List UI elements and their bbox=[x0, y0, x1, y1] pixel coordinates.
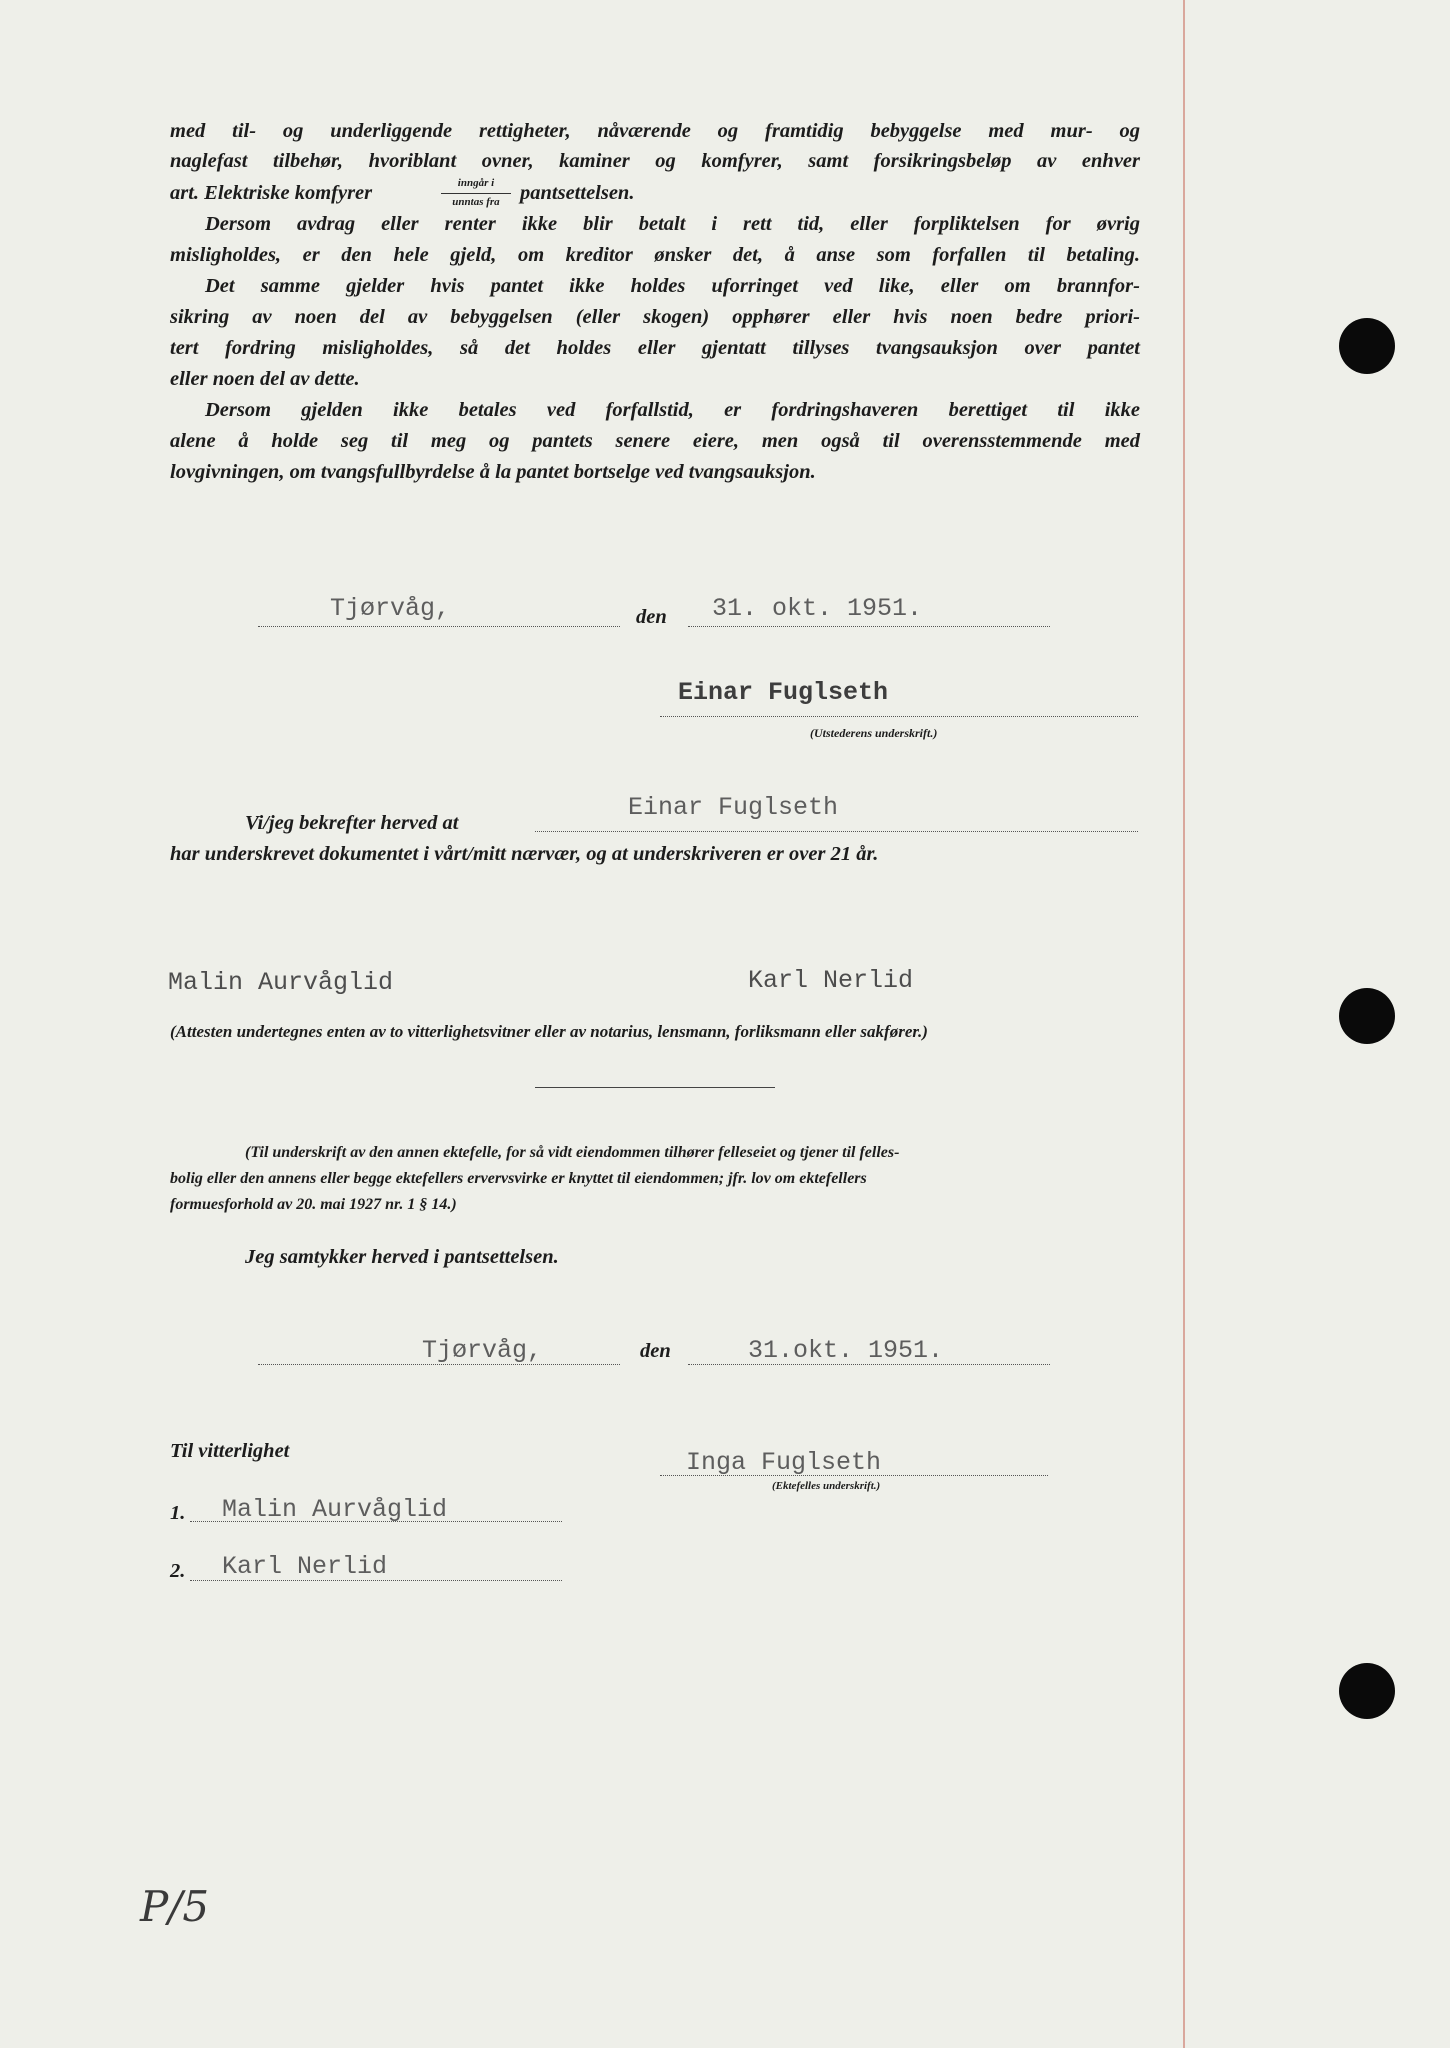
consent-statement: Jeg samtykker herved i pantsettelsen. bbox=[245, 1246, 559, 1268]
fraction-top: inngår i bbox=[457, 177, 495, 189]
punch-hole-middle bbox=[1339, 988, 1395, 1044]
paragraph-3-line-4: eller noen del av dette. bbox=[170, 368, 360, 390]
witness-2-number: 2. bbox=[170, 1560, 186, 1582]
witness-1-number: 1. bbox=[170, 1502, 186, 1524]
paragraph-2-line-2: misligholdes, er den hele gjeld, om kreditor ønsker det, å anse som forfallen til betaling. bbox=[170, 244, 1140, 266]
issuer-signature: Einar Fuglseth bbox=[678, 678, 889, 707]
paragraph-3-line-1: Det samme gjelder hvis pantet ikke holdes uforringet ved like, eller om brannfor- bbox=[205, 275, 1140, 297]
spouse-signing-den: den bbox=[640, 1340, 671, 1362]
paragraph-4-line-2: alene å holde seg til meg og pantets senere eiere, men også til overensstemmende med bbox=[170, 430, 1140, 452]
confirmation-line-2: har underskrevet dokumentet i vårt/mitt nærvær, og at underskriveren er over 21 år. bbox=[170, 843, 879, 865]
witness-label: Til vitterlighet bbox=[170, 1440, 290, 1462]
margin-rule bbox=[1183, 0, 1185, 2048]
spouse-date-dotted-line bbox=[688, 1364, 1050, 1365]
issuer-caption: (Utstederens underskrift.) bbox=[810, 726, 938, 740]
confirmation-label: Vi/jeg bekrefter herved at bbox=[245, 812, 459, 834]
signing-place: Tjørvåg, bbox=[330, 594, 451, 623]
paragraph-3-line-3: tert fordring misligholdes, så det holdes eller gjentatt tillyses tvangsauksjon over pantet bbox=[170, 337, 1140, 359]
spouse-note-line-1: (Til underskrift av den annen ektefelle, for så vidt eiendommen tilhører felleseiet og tjener til felles- bbox=[245, 1144, 900, 1161]
spouse-caption: (Ektefelles underskrift.) bbox=[772, 1480, 881, 1492]
spouse-signing-date: 31.okt. 1951. bbox=[748, 1336, 944, 1365]
confirmed-name: Einar Fuglseth bbox=[628, 793, 839, 822]
spouse-signature: Inga Fuglseth bbox=[686, 1448, 882, 1477]
spouse-witness-2-name: Karl Nerlid bbox=[222, 1552, 388, 1581]
spouse-signing-place: Tjørvåg, bbox=[422, 1336, 543, 1365]
signing-den: den bbox=[636, 606, 667, 628]
place-dotted-line bbox=[258, 626, 620, 627]
handwritten-mark: P/5 bbox=[140, 1882, 210, 1931]
paragraph-4-line-3: lovgivningen, om tvangsfullbyrdelse å la pantet bortselge ved tvangsauksjon. bbox=[170, 461, 816, 483]
witness-1-signature: Malin Aurvåglid bbox=[168, 968, 394, 997]
spouse-note-line-2: bolig eller den annens eller begge ektefellers ervervsvirke er knyttet til eiendommen; jfr. lov om ektefellers bbox=[170, 1170, 867, 1187]
spouse-signature-line bbox=[660, 1475, 1048, 1476]
paragraph-4-line-1: Dersom gjelden ikke betales ved forfallstid, er fordringshaveren berettiget til ikke bbox=[205, 399, 1140, 421]
fraction-bottom: unntas fra bbox=[452, 196, 500, 208]
paragraph-3-line-2: sikring av noen del av bebyggelsen (eller skogen) opphører eller hvis noen bedre priori- bbox=[170, 306, 1140, 328]
punch-hole-bottom bbox=[1339, 1663, 1395, 1719]
witness-2-signature: Karl Nerlid bbox=[748, 966, 914, 995]
punch-hole-top bbox=[1339, 318, 1395, 374]
paragraph-2-line-1: Dersom avdrag eller renter ikke blir betalt i rett tid, eller forpliktelsen for øvrig bbox=[205, 213, 1140, 235]
paragraph-1-line-3a: art. Elektriske komfyrer bbox=[170, 182, 373, 204]
fraction-line bbox=[441, 193, 511, 194]
paragraph-1-line-1: med til- og underliggende rettigheter, nåværende og framtidig bebyggelse med mur- og bbox=[170, 120, 1140, 142]
witness-1-dotted-line bbox=[190, 1521, 562, 1522]
separator-line bbox=[535, 1087, 775, 1088]
attestation-note: (Attesten undertegnes enten av to vitterlighetsvitner eller av notarius, lensmann, forliksmann eller sakfører.) bbox=[170, 1022, 928, 1041]
date-dotted-line bbox=[688, 626, 1050, 627]
confirmation-dotted-line bbox=[535, 831, 1138, 832]
paragraph-1-line-3b: pantsettelsen. bbox=[520, 182, 635, 204]
spouse-place-dotted-line bbox=[258, 1364, 620, 1365]
spouse-witness-1-name: Malin Aurvåglid bbox=[222, 1495, 448, 1524]
spouse-note-line-3: formuesforhold av 20. mai 1927 nr. 1 § 14.) bbox=[170, 1196, 457, 1213]
issuer-signature-line bbox=[660, 716, 1138, 717]
paragraph-1-line-2: naglefast tilbehør, hvoriblant ovner, kaminer og komfyrer, samt forsikringsbeløp av enhver bbox=[170, 150, 1140, 172]
witness-2-dotted-line bbox=[190, 1580, 562, 1581]
signing-date: 31. okt. 1951. bbox=[712, 594, 923, 623]
